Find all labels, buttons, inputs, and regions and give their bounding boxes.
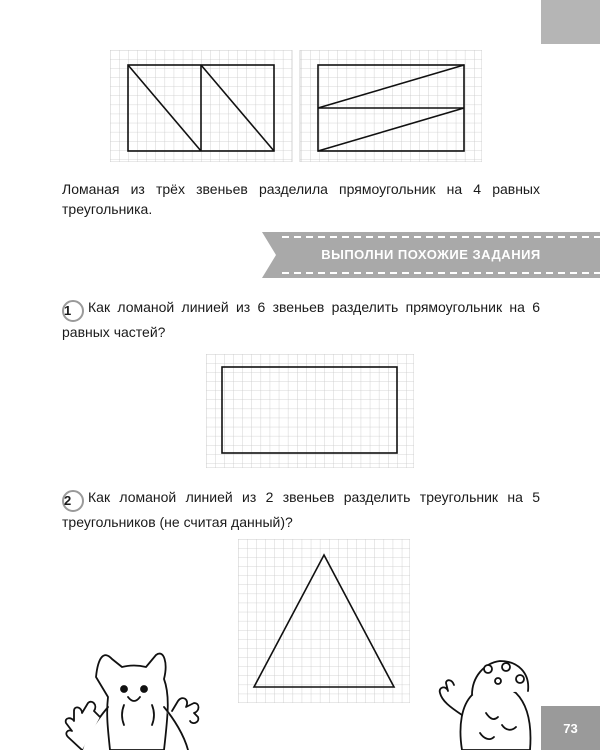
- task-1-text: Как ломаной линией из 6 звеньев разделить прямоугольник на 6 равных частей?: [62, 299, 540, 340]
- cat-left-illustration: [60, 645, 200, 750]
- corner-tab: [541, 0, 600, 44]
- grid-task-2: [238, 539, 410, 703]
- task-1: [62, 297, 540, 342]
- task-1-figure: [206, 354, 414, 468]
- task-1-number: 1: [62, 300, 84, 322]
- task-2: [62, 487, 540, 532]
- task-2-text: Как ломаной линией из 2 звеньев разделить треугольник на 5 треугольников (не считая данный)?: [62, 489, 540, 530]
- creature-right-illustration: [432, 655, 538, 750]
- task-2-number: 2: [62, 490, 84, 512]
- grid-task-1: [206, 354, 414, 468]
- example-figure: [110, 50, 482, 162]
- banner-label: ВЫПОЛНИ ПОХОЖИЕ ЗАДАНИЯ: [321, 247, 541, 262]
- intro-text: Ломаная из трёх звеньев разделила прямоугольник на 4 равных треугольника.: [62, 181, 540, 217]
- page-number: 73: [541, 706, 600, 750]
- task-2-figure: [238, 539, 410, 703]
